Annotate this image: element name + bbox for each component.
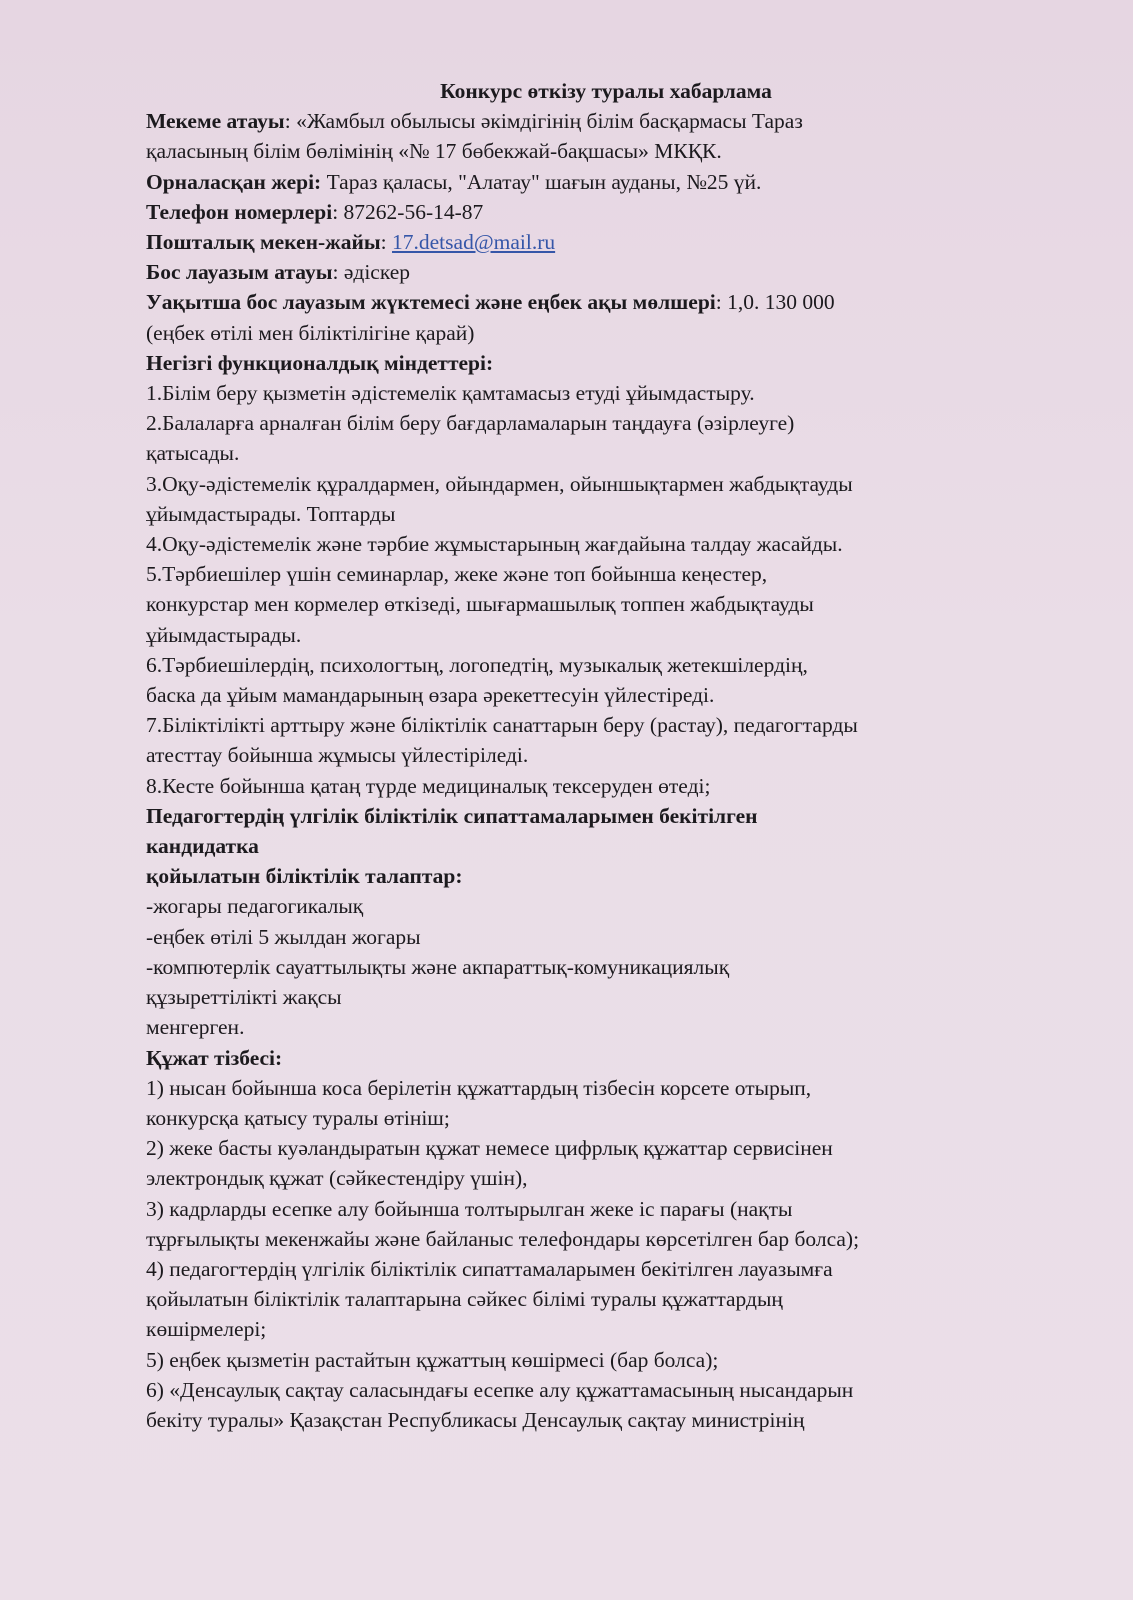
- duty-line: қатысады.: [146, 441, 240, 466]
- email-link[interactable]: 17.detsad@mail.ru: [392, 230, 556, 255]
- email-sep: :: [380, 230, 393, 255]
- location-value: Тараз қаласы, "Алатау" шағын ауданы, №25 үй.: [321, 169, 762, 194]
- requirement-line: -жогары педагогикалық: [146, 894, 364, 919]
- requirements-heading-line: Педагогтердің үлгілік біліктілік сипаттамаларымен бекітілген: [146, 803, 758, 828]
- requirements-list: [146, 891, 1066, 1042]
- document-title: Конкурс өткізу туралы хабарлама: [440, 79, 772, 103]
- document-line: 1) нысан бойынша коса берілетін құжаттардың тізбесін корсете отырып,: [146, 1075, 812, 1100]
- requirement-line: -еңбек өтілі 5 жылдан жогары: [146, 924, 421, 949]
- duty-line: баска да ұйым мамандарының өзара әрекеттесуін үйлестіреді.: [146, 683, 715, 708]
- org-label: Мекеме атауы: [146, 109, 285, 134]
- duties-list: [146, 378, 1066, 801]
- requirement-line: құзыреттілікті жақсы: [146, 985, 342, 1010]
- documents-heading: Құжат тізбесі:: [146, 1045, 283, 1070]
- document-line: тұрғылықты мекенжайы және байланыс телефондары көрсетілген бар болса);: [146, 1226, 860, 1251]
- location-line: [146, 167, 1066, 197]
- email-label: Пошталық мекен-жайы: [146, 230, 381, 255]
- salary-note: (еңбек өтілі мен біліктілігіне қарай): [146, 320, 475, 345]
- document-line: конкурсқа қатысу туралы өтініш;: [146, 1105, 450, 1130]
- document-line: бекіту туралы» Қазақстан Республикасы Денсаулық сақтау министрінің: [146, 1407, 805, 1432]
- requirement-line: -компютерлік сауаттылықты және акпараттық-комуникациялық: [146, 954, 730, 979]
- org-value-1: : «Жамбыл обылысы әкімдігінің білім басқармасы Тараз: [284, 109, 803, 134]
- vacancy-line: [146, 257, 1066, 287]
- vacancy-value: : әдіскер: [332, 260, 411, 285]
- org-line-2: қаласының білім бөлімінің «№ 17 бөбекжай-бақшасы» МКҚК.: [146, 139, 722, 164]
- email-line: [146, 227, 1066, 257]
- duty-line: 2.Балаларға арналған білім беру бағдарламаларын таңдауға (әзірлеуге): [146, 411, 795, 436]
- phone-label: Телефон номерлері: [146, 199, 333, 224]
- announcement-document: [146, 76, 1066, 1435]
- salary-value: : 1,0. 130 000: [715, 290, 835, 315]
- org-line-1: [146, 106, 1066, 136]
- requirements-heading-line: кандидатка: [146, 834, 259, 859]
- duty-line: ұйымдастырады.: [146, 622, 302, 647]
- duties-heading: Негізгі функционалдық міндеттері:: [146, 350, 494, 375]
- document-line: 5) еңбек қызметін растайтын құжаттың көшірмесі (бар болса);: [146, 1347, 719, 1372]
- location-label: Орналасқан жері:: [146, 169, 322, 194]
- document-line: 2) жеке басты куәландыратын құжат немесе цифрлық құжаттар сервисінен: [146, 1136, 833, 1161]
- duty-line: 3.Оқу-әдістемелік құралдармен, ойындармен, ойыншықтармен жабдықтауды: [146, 471, 853, 496]
- duty-line: конкурстар мен кормелер өткізеді, шығармашылық топпен жабдықтауды: [146, 592, 814, 617]
- document-line: қойылатын біліктілік талаптарына сәйкес білімі туралы құжаттардың: [146, 1287, 783, 1312]
- duty-line: 7.Біліктілікті арттыру және біліктілік санаттарын беру (растау), педагогтарды: [146, 713, 858, 738]
- document-line: 6) «Денсаулық сақтау саласындағы есепке алу құжаттамасының нысандарын: [146, 1377, 854, 1402]
- duty-line: 4.Оқу-әдістемелік және тәрбие жұмыстарының жағдайына талдау жасайды.: [146, 532, 843, 557]
- duty-line: атесттау бойынша жұмысы үйлестіріледі.: [146, 743, 529, 768]
- duty-line: ұйымдастырады. Топтарды: [146, 501, 396, 526]
- duty-line: 8.Кесте бойынша қатаң түрде медициналық тексеруден өтеді;: [146, 773, 711, 798]
- document-line: электрондық құжат (сәйкестендіру үшін),: [146, 1166, 528, 1191]
- document-line: 3) кадрларды есепке алу бойынша толтырылган жеке іс парағы (нақты: [146, 1196, 793, 1221]
- requirement-line: менгерген.: [146, 1015, 245, 1040]
- document-line: көшірмелері;: [146, 1317, 267, 1342]
- requirements-heading-line: қойылатын біліктілік талаптар:: [146, 864, 463, 889]
- vacancy-label: Бос лауазым атауы: [146, 260, 333, 285]
- document-line: 4) педагогтердің үлгілік біліктілік сипаттамаларымен бекітілген лауазымға: [146, 1256, 833, 1281]
- duty-line: 6.Тәрбиешілердің, психологтың, логопедтің, музыкалық жетекшілердің,: [146, 652, 808, 677]
- requirements-heading: [146, 801, 1066, 892]
- salary-line: [146, 287, 1066, 317]
- phone-line: [146, 197, 1066, 227]
- duty-line: 1.Білім беру қызметін әдістемелік қамтамасыз етуді ұйымдастыру.: [146, 381, 755, 406]
- duty-line: 5.Тәрбиешілер үшін семинарлар, жеке және топ бойынша кеңестер,: [146, 562, 768, 587]
- documents-list: [146, 1073, 1066, 1435]
- phone-value: : 87262-56-14-87: [332, 199, 484, 224]
- salary-label: Уақытша бос лауазым жүктемесі және еңбек ақы мөлшері: [146, 290, 716, 315]
